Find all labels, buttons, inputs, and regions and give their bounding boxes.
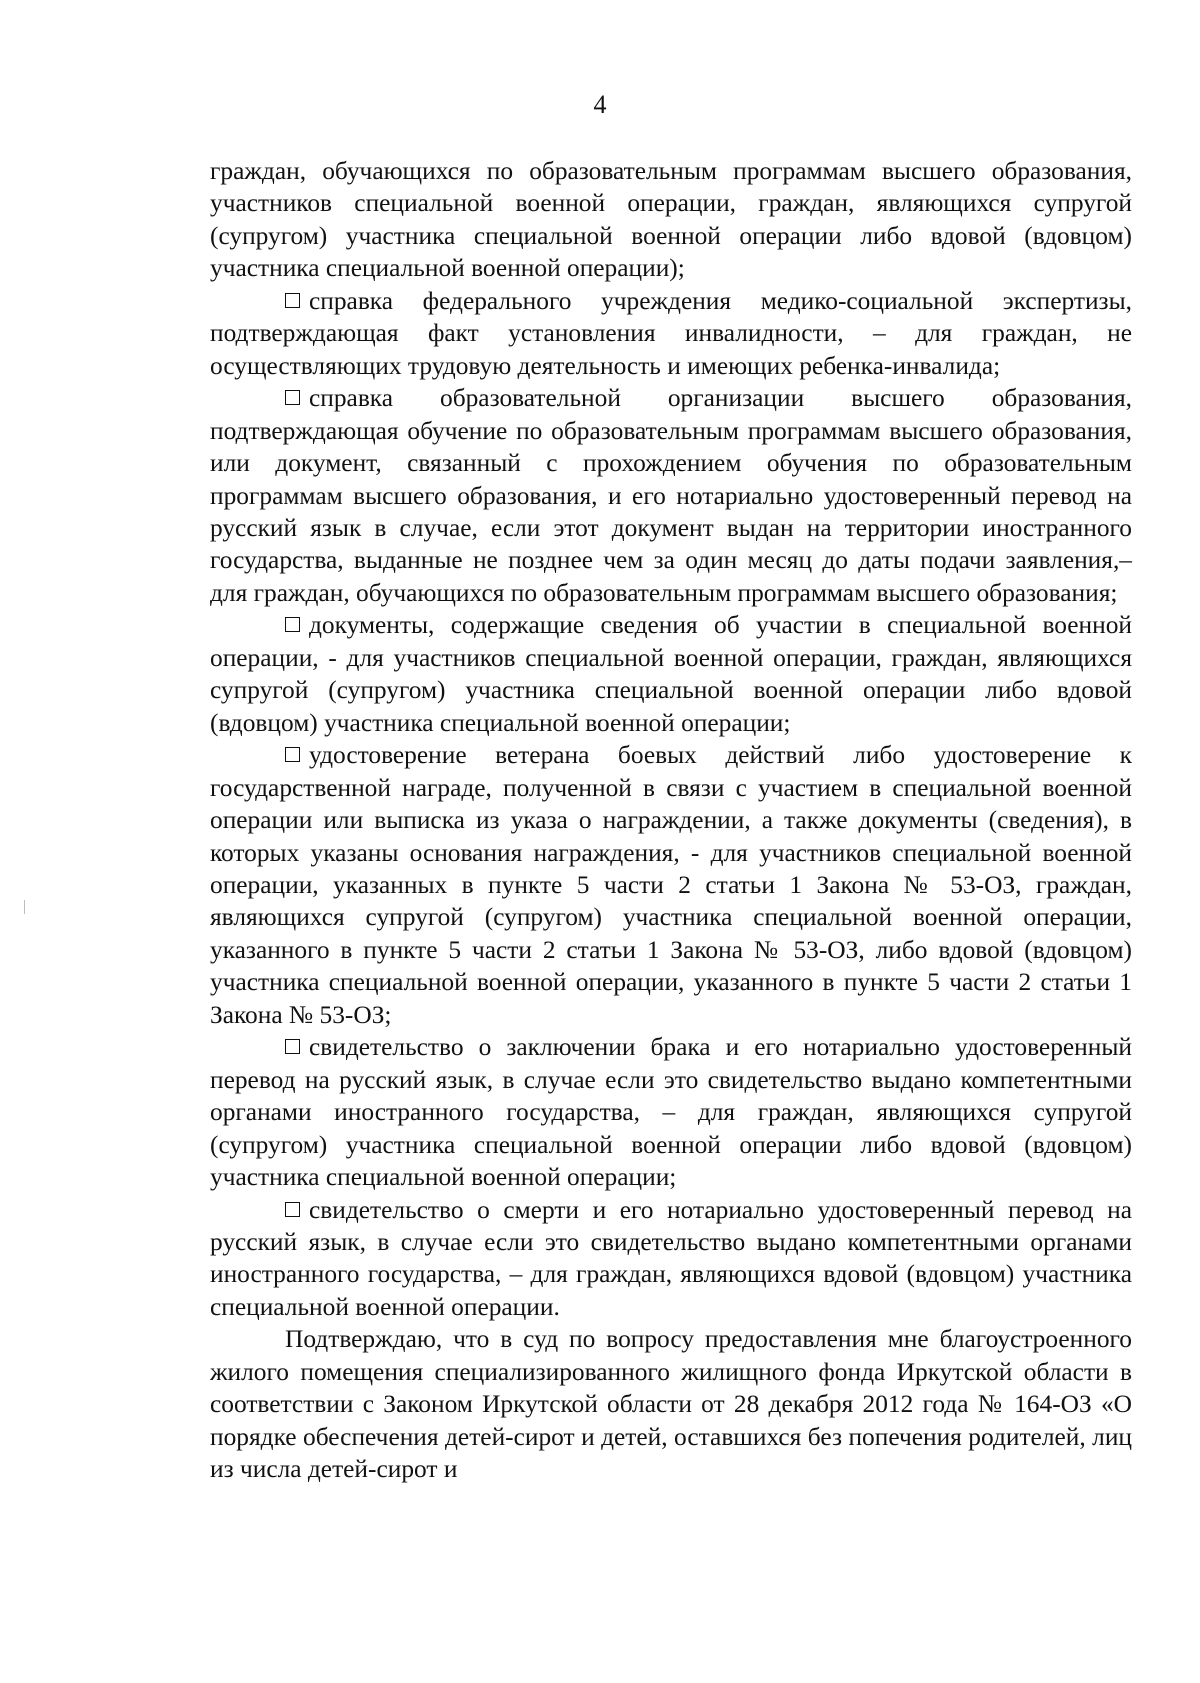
checkbox-icon[interactable] xyxy=(285,617,300,632)
paragraph-text: документы, содержащие сведения об участии в специальной военной операции, - для участников специальной военной операции, граждан, являющихся супругой (супругом) участника специальной военной операции либо вдовой (вдовцом) участника специальной военной операции; xyxy=(210,611,1132,737)
paragraph-text: свидетельство о заключении брака и его нотариально удостоверенный перевод на русский язык, в случае если это свидетельство выдано компетентными органами иностранного государства, – для граждан, являющихся супругой (супругом) участника специальной военной операции либо вдовой (вдовцом) участника специальной военной операции; xyxy=(210,1033,1132,1192)
page-number: 4 xyxy=(593,90,607,119)
paragraph-education-certificate xyxy=(210,382,1132,609)
paragraph-text: Подтверждаю, что в суд по вопросу предоставления мне благоустроенного жилого помещения специализированного жилищного фонда Иркутской области в соответствии с Законом Иркутской области от 28 декабря 2012 года № 164-ОЗ «О порядке обеспечения детей-сирот и детей, оставшихся без попечения родителей, лиц из числа детей-сирот и xyxy=(210,1325,1132,1484)
checkbox-icon[interactable] xyxy=(285,747,300,762)
checkbox-icon[interactable] xyxy=(285,390,300,405)
paragraph-text: удостоверение ветерана боевых действий либо удостоверение к государственной награде, полученной в связи с участием в специальной военной операции или выписка из указа о награждении, а также документы (сведения), в которых указаны основания награждения, - для участников специальной военной операции, указанных в пункте 5 части 2 статьи 1 Закона № 53-ОЗ, граждан, являющихся супругой (супругом) участника специальной военной операции, указанного в пункте 5 части 2 статьи 1 Закона № 53-ОЗ, либо вдовой (вдовцом) участника специальной военной операции, указанного в пункте 5 части 2 статьи 1 Закона № 53-ОЗ; xyxy=(210,741,1132,1029)
paragraph-text: справка образовательной организации высшего образования, подтверждающая обучение по образовательным программам высшего образования, или документ, связанный с прохождением обучения по образовательным программам высшего образования, и его нотариально удостоверенный перевод на русский язык в случае, если этот документ выдан на территории иностранного государства, выданные не позднее чем за один месяц до даты подачи заявления,– для граждан, обучающихся по образовательным программам высшего образования; xyxy=(210,384,1132,607)
paragraph-disability-certificate xyxy=(210,285,1132,382)
checkbox-icon[interactable] xyxy=(285,293,300,308)
paragraph-death-certificate xyxy=(210,1194,1132,1324)
paragraph-text: свидетельство о смерти и его нотариально удостоверенный перевод на русский язык, в случае если это свидетельство выдано компетентными органами иностранного государства, – для граждан, являющихся вдовой (вдовцом) участника специальной военной операции. xyxy=(210,1195,1132,1321)
paragraph-svo-participation-docs xyxy=(210,609,1132,739)
paragraph-veteran-certificate xyxy=(210,739,1132,1031)
checkbox-icon[interactable] xyxy=(285,1202,300,1217)
paragraph-continuation xyxy=(210,155,1132,285)
checkbox-icon[interactable] xyxy=(285,1039,300,1054)
paragraph-confirmation xyxy=(210,1323,1132,1485)
paragraph-text: справка федерального учреждения медико-социальной экспертизы, подтверждающая факт установления инвалидности, – для граждан, не осуществляющих трудовую деятельность и имеющих ребенка-инвалида; xyxy=(210,286,1132,380)
scan-margin-mark xyxy=(24,900,25,914)
document-body xyxy=(210,155,1132,1486)
paragraph-marriage-certificate xyxy=(210,1031,1132,1193)
paragraph-text: граждан, обучающихся по образовательным программам высшего образования, участников специальной военной операции, граждан, являющихся супругой (супругом) участника специальной военной операции либо вдовой (вдовцом) участника специальной военной операции); xyxy=(210,157,1132,283)
